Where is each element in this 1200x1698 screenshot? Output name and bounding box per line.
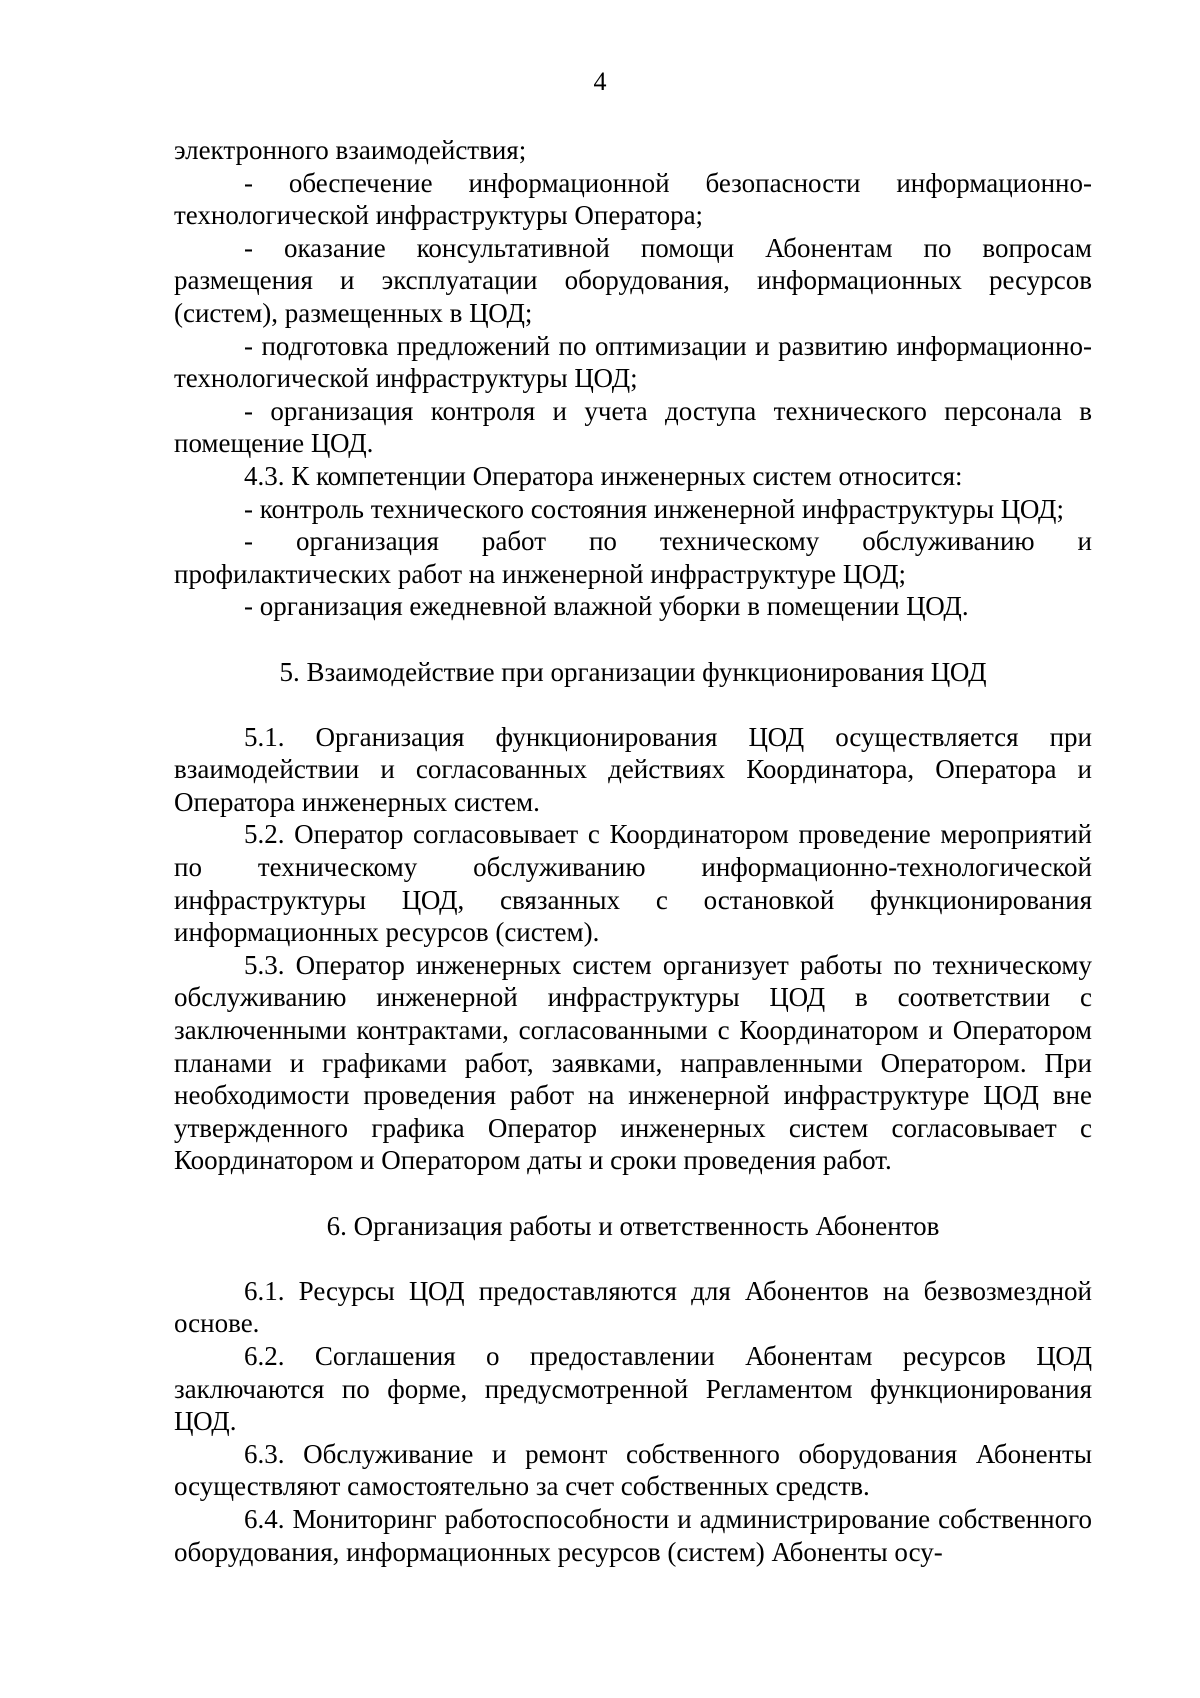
paragraph: - организация работ по техническому обслуживанию и профилактических работ на инженерной инфраструктуре ЦОД; (174, 526, 1092, 589)
paragraph: 6.1. Ресурсы ЦОД предоставляются для Абонентов на безвозмездной основе. (174, 1275, 1092, 1339)
paragraph: 5.2. Оператор согласовывает с Координатором проведение мероприятий по техническому обслуживанию информационно-технологической инфраструктуры ЦОД, связанных с остановкой функционирования информационных ресурсов (систем). (174, 819, 1092, 948)
section-heading: 5. Взаимодействие при организации функционирования ЦОД (279, 656, 987, 687)
paragraph: - оказание консультативной помощи Абонентам по вопросам размещения и эксплуатации оборудования, информационных ресурсов (систем), размещенных в ЦОД; (174, 232, 1092, 328)
paragraph: - организация контроля и учета доступа технического персонала в помещение ЦОД. (174, 395, 1092, 459)
paragraph: - обеспечение информационной безопасности информационно-технологической инфраструктуры Оператора; (174, 167, 1092, 231)
paragraph: - контроль технического состояния инженерной инфраструктуры ЦОД; (244, 493, 1064, 524)
paragraph: 6.3. Обслуживание и ремонт собственного оборудования Абоненты осуществляют самостоятельно за счет собственных средств. (174, 1438, 1092, 1502)
paragraph: - организация ежедневной влажной уборки в помещении ЦОД. (244, 591, 969, 622)
section-heading: 6. Организация работы и ответственность Абонентов (326, 1210, 940, 1241)
paragraph: 4.3. К компетенции Оператора инженерных систем относится: (244, 460, 963, 491)
document-body (174, 134, 1092, 1568)
paragraph: - подготовка предложений по оптимизации и развитию информационно-технологической инфраструктуры ЦОД; (174, 330, 1092, 394)
paragraph: 5.1. Организация функционирования ЦОД осуществляется при взаимодействии и согласованных действиях Координатора, Оператора и Оператора инженерных систем. (174, 721, 1092, 817)
page-number: 4 (593, 67, 607, 96)
paragraph: 5.3. Оператор инженерных систем организует работы по техническому обслуживанию инженерной инфраструктуры ЦОД в соответствии с заключенными контрактами, согласованными с Координатором и Оператором планами и графиками работ, заявками, направленными Оператором. При необходимости проведения работ на инженерной инфраструктуре ЦОД вне утвержденного графика Оператор инженерных систем согласовывает с Координатором и Оператором даты и сроки проведения работ. (174, 949, 1092, 1176)
paragraph: 6.2. Соглашения о предоставлении Абонентам ресурсов ЦОД заключаются по форме, предусмотренной Регламентом функционирования ЦОД. (174, 1340, 1092, 1437)
paragraph: 6.4. Мониторинг работоспособности и администрирование собственного оборудования, информационных ресурсов (систем) Абоненты осу- (174, 1503, 1092, 1567)
paragraph: электронного взаимодействия; (174, 135, 527, 165)
